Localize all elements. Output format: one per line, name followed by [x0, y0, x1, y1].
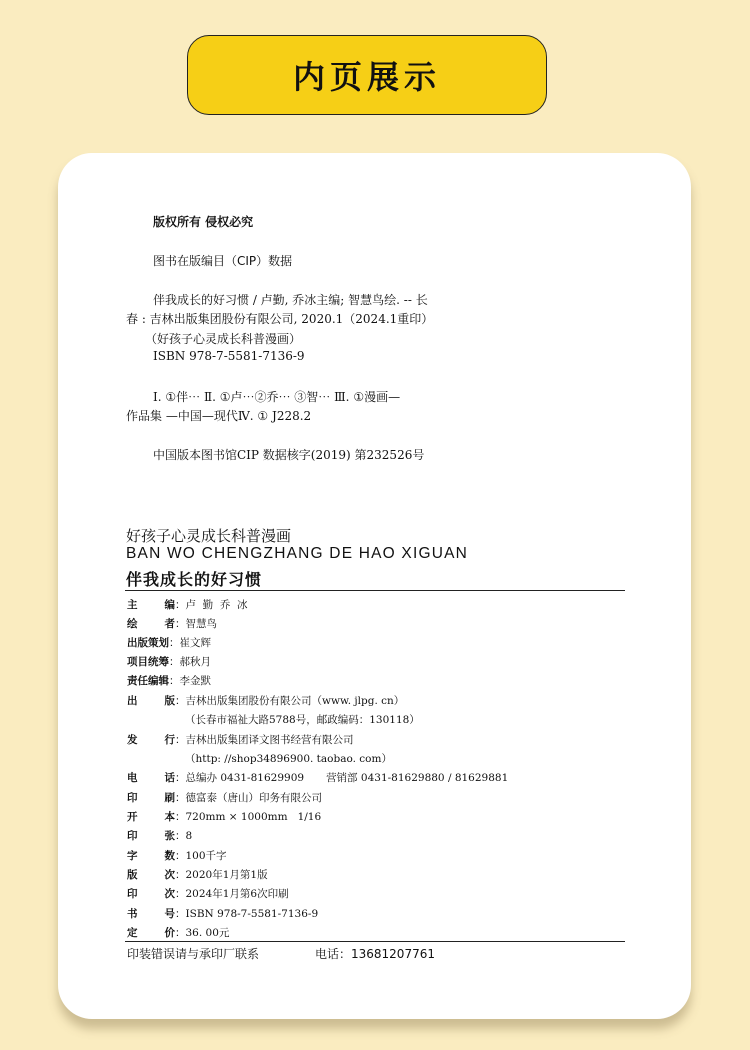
- label-printer: 印 刷: [127, 792, 175, 804]
- illustrator-value: 智慧鸟: [185, 618, 217, 630]
- classification-line-1: Ⅰ. ①伴⋯ Ⅱ. ①卢⋯②乔⋯ ③智⋯ Ⅲ. ①漫画—: [153, 390, 401, 404]
- rights-notice: 版权所有 侵权必究: [153, 215, 254, 229]
- credit-row-sheets: 印 张 ： 8: [127, 829, 193, 842]
- label-planner: 出版策划: [127, 637, 169, 649]
- credit-row-coordinator: 项目统筹 ： 郝秋月: [127, 656, 211, 668]
- label-printing: 印 次: [127, 888, 175, 900]
- coordinator-value: 郝秋月: [179, 656, 211, 668]
- banner-title: 内页展示: [292, 58, 441, 96]
- label-price: 定 价: [127, 927, 175, 939]
- phone-main: 总编办 0431-81629909: [185, 772, 305, 784]
- distributor-url-row: [185, 750, 392, 767]
- bottom-divider: [125, 941, 625, 942]
- price-value: 36. 00元: [185, 927, 230, 939]
- printer-value: 德富泰（唐山）印务有限公司: [185, 792, 322, 804]
- label-illustrator: 绘 者: [127, 618, 175, 630]
- publisher-address-row: [185, 711, 420, 728]
- cip-isbn: ISBN 978-7-5581-7136-9: [153, 349, 305, 363]
- cip-heading: 图书在版编目（CIP）数据: [153, 254, 293, 268]
- credit-row-publisher: 出 版 ： 吉林出版集团股份有限公司（www. jlpg. cn）: [127, 695, 405, 707]
- footer-phone: 电话：13681207761: [315, 947, 435, 961]
- publisher-address: （长春市福祉大路5788号，邮政编码：130118）: [185, 714, 420, 726]
- editor-value: 卢 勤 乔 冰: [185, 599, 248, 611]
- label-book-number: 书 号: [127, 908, 175, 920]
- credit-row-words: 字 数 ： 100千字: [127, 850, 227, 862]
- credit-row-printing: 印 次 ： 2024年1月第6次印刷: [127, 888, 289, 900]
- cip-number: 中国版本图书馆CIP 数据核字(2019) 第232526号: [153, 448, 425, 462]
- phone-sales: 营销部 0431-81629880 / 81629881: [326, 772, 509, 784]
- credit-row-book-number: 书 号 ： ISBN 978-7-5581-7136-9: [127, 907, 319, 920]
- credit-row-phone: 电 话 ： 总编办 0431-81629909 营销部 0431-81629880 / 81629881: [127, 772, 509, 784]
- label-sheets: 印 张: [127, 830, 175, 842]
- format-value: 720mm × 1000mm 1/16: [185, 810, 322, 823]
- credit-row-planner: 出版策划 ： 崔文辉: [127, 637, 211, 649]
- planner-value: 崔文辉: [179, 637, 211, 649]
- label-format: 开 本: [127, 811, 175, 823]
- cip-line-1: 伴我成长的好习惯 / 卢勤, 乔冰主编; 智慧鸟绘. -- 长: [153, 293, 428, 307]
- printing-value: 2024年1月第6次印刷: [185, 888, 289, 900]
- label-edition: 版 次: [127, 869, 175, 881]
- credit-row-distributor: 发 行 ： 吉林出版集团译文图书经营有限公司: [127, 734, 354, 746]
- cip-series: （好孩子心灵成长科普漫画）: [145, 332, 302, 346]
- distributor-value: 吉林出版集团译文图书经营有限公司: [185, 734, 354, 746]
- footer-notice: 印装错误请与承印厂联系: [127, 947, 260, 961]
- book-title-pinyin: BAN WO CHENGZHANG DE HAO XIGUAN: [126, 545, 469, 562]
- publisher-value: 吉林出版集团股份有限公司（www. jlpg. cn）: [185, 695, 405, 707]
- responsible-editor-value: 李金默: [179, 675, 211, 687]
- distributor-url: （http: //shop34896900. taobao. com）: [185, 753, 392, 765]
- label-publisher: 出 版: [127, 695, 175, 707]
- credit-row-edition: 版 次 ： 2020年1月第1版: [127, 869, 268, 881]
- edition-value: 2020年1月第1版: [185, 869, 268, 881]
- credit-row-editor: 主 编 ： 卢 勤 乔 冰: [127, 599, 248, 611]
- label-distributor: 发 行: [127, 734, 175, 746]
- words-value: 100千字: [185, 850, 227, 862]
- sheets-value: 8: [185, 829, 193, 842]
- series-title: 好孩子心灵成长科普漫画: [126, 527, 292, 545]
- label-words: 字 数: [127, 850, 175, 862]
- book-title: 伴我成长的好习惯: [126, 570, 263, 589]
- cip-line-2: 春 : 吉林出版集团股份有限公司, 2020.1（2024.1重印）: [126, 312, 434, 326]
- credit-row-price: 定 价 ： 36. 00元: [127, 927, 230, 939]
- label-phone: 电 话: [127, 772, 175, 784]
- classification-line-2: 作品集 —中国—现代Ⅳ. ① J228.2: [126, 409, 312, 423]
- label-responsible-editor: 责任编辑: [127, 675, 169, 687]
- credit-row-format: 开 本 ： 720mm × 1000mm 1/16: [127, 810, 322, 823]
- banner: [187, 35, 547, 115]
- label-coordinator: 项目统筹: [127, 656, 169, 668]
- book-number-value: ISBN 978-7-5581-7136-9: [185, 907, 319, 920]
- credit-row-illustrator: 绘 者 ： 智慧鸟: [127, 618, 217, 630]
- label-editor: 主 编: [127, 599, 175, 611]
- top-divider: [125, 590, 625, 591]
- credit-row-responsible-editor: 责任编辑 ： 李金默: [127, 675, 211, 687]
- credit-row-printer: 印 刷 ： 德富泰（唐山）印务有限公司: [127, 792, 322, 804]
